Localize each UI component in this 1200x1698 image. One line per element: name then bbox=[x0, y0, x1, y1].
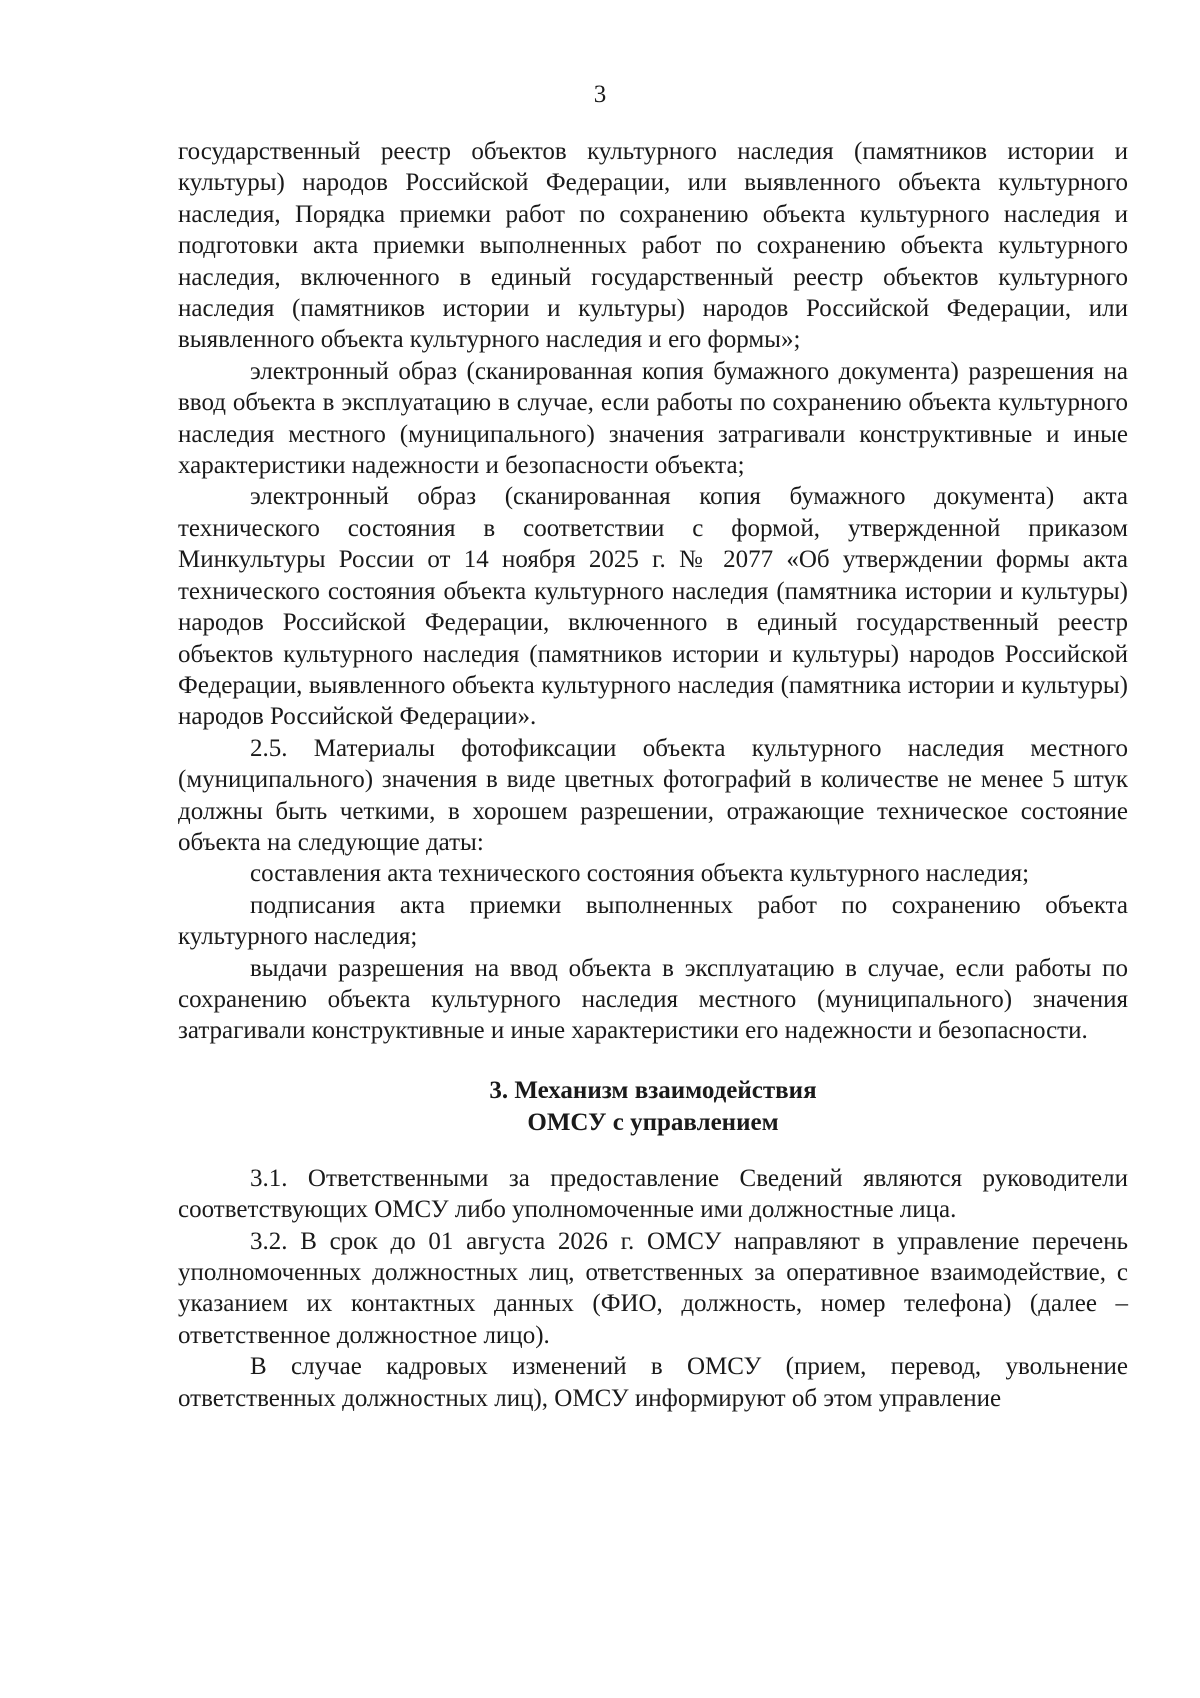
paragraph-3-1-responsible: 3.1. Ответственными за предоставление Сведений являются руководители соответствующих ОМСУ либо уполномоченные ими должностные лица. bbox=[178, 1164, 1128, 1224]
paragraph-date-act-signing: подписания акта приемки выполненных работ по сохранению объекта культурного наследия; bbox=[178, 891, 1128, 951]
paragraph-3-2-officials-list: 3.2. В срок до 01 августа 2026 г. ОМСУ направляют в управление перечень уполномоченных должностных лиц, ответственных за оперативное взаимодействие, с указанием их контактных данных (ФИО, должность, номер телефона) (далее – ответственное должностное лицо). bbox=[178, 1227, 1128, 1349]
paragraph-registry-continuation: государственный реестр объектов культурного наследия (памятников истории и культуры) народов Российской Федерации, или выявленного объекта культурного наследия, Порядка приемки работ по сохранению объекта культурного наследия и подготовки акта приемки выполненных работ по сохранению объекта культурного наследия, включенного в единый государственный реестр объектов культурного наследия (памятников истории и культуры) народов Российской Федерации, или выявленного объекта культурного наследия и его формы»; bbox=[178, 138, 1128, 354]
page-number: 3 bbox=[593, 81, 607, 108]
section-heading-line-2: ОМСУ с управлением bbox=[527, 1108, 779, 1136]
paragraph-date-act-compilation: составления акта технического состояния объекта культурного наследия; bbox=[250, 860, 1030, 888]
paragraph-date-permit-issue: выдачи разрешения на ввод объекта в эксплуатацию в случае, если работы по сохранению объекта культурного наследия местного (муниципального) значения затрагивали конструктивные и иные характеристики его надежности и безопасности. bbox=[178, 954, 1128, 1045]
section-heading-line-1: 3. Механизм взаимодействия bbox=[489, 1076, 817, 1104]
section-heading bbox=[178, 1075, 1128, 1139]
paragraph-staff-changes: В случае кадровых изменений в ОМСУ (прием, перевод, увольнение ответственных должностных лиц), ОМСУ информируют об этом управление bbox=[178, 1353, 1128, 1412]
paragraph-2-5-photo-materials: 2.5. Материалы фотофиксации объекта культурного наследия местного (муниципального) значения в виде цветных фотографий в количестве не менее 5 штук должны быть четкими, в хорошем разрешении, отражающие техническое состояние объекта на следующие даты: bbox=[178, 734, 1128, 856]
paragraph-technical-condition-act: электронный образ (сканированная копия бумажного документа) акта технического состояния в соответствии с формой, утвержденной приказом Минкультуры России от 14 ноября 2025 г. № 2077 «Об утверждении формы акта технического состояния объекта культурного наследия (памятника истории и культуры) народов Российской Федерации, включенного в единый государственный реестр объектов культурного наследия (памятников истории и культуры) народов Российской Федерации, выявленного объекта культурного наследия (памятника истории и культуры) народов Российской Федерации». bbox=[178, 483, 1128, 731]
paragraph-commissioning-permit: электронный образ (сканированная копия бумажного документа) разрешения на ввод объекта в эксплуатацию в случае, если работы по сохранению объекта культурного наследия местного (муниципального) значения затрагивали конструктивные и иные характеристики надежности и безопасности объекта; bbox=[178, 357, 1128, 480]
document-body bbox=[178, 136, 1128, 1414]
